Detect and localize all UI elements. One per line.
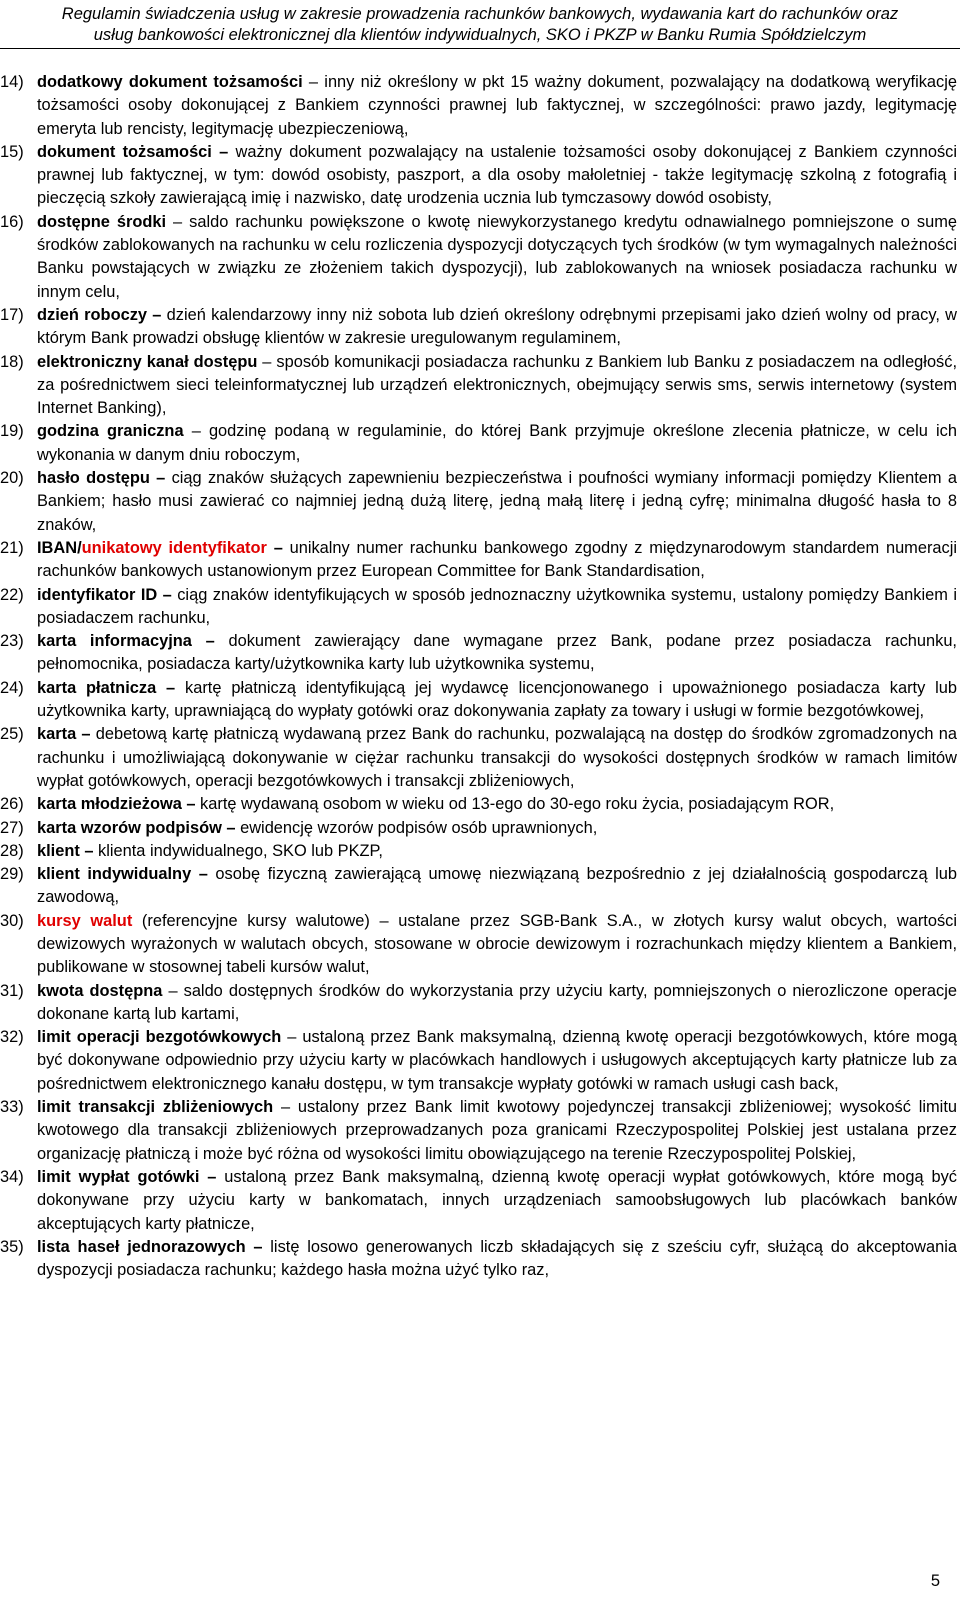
definition-item: [0, 863, 957, 910]
definition-text: – saldo rachunku powiększone o kwotę niewykorzystanego kredytu odnawialnego pomniejszone o sumę środków zablokowanych na rachunku w celu rozliczenia dyspozycji dotyczących tych środków (w tym wymagalnych należności Banku powstających w związku ze złożeniem takich dyspozycji), lub zablokowanych na wniosek posiadacza rachunku w innym celu,: [37, 212, 957, 301]
definition-term: godzina graniczna: [37, 422, 184, 441]
definition-text: – inny niż określony w pkt 15 ważny dokument, pozwalający na dodatkową weryfikację tożsamości osoby dokonującej z Bankiem czynności prawnej lub faktycznej, w szczególności: prawo jazdy, legitymację emeryta lub rencisty, legitymację ubezpieczeniową,: [37, 73, 957, 138]
definition-text: – sposób komunikacji posiadacza rachunku z Bankiem lub Banku z posiadaczem na odległość, za pośrednictwem sieci teleinformatycznej lub urządzeń elektronicznych, obejmujący serwis sms, serwis internetowy (system Internet Banking),: [37, 352, 957, 418]
definition-number: 27): [0, 818, 24, 837]
definition-term: kwota dostępna: [37, 981, 163, 1000]
definition-text: kartę płatniczą identyfikującą jej wydawcę licencjonowanego i upoważnionego posiadacza karty lub użytkownika karty, uprawniającą do wypłaty gotówki oraz dokonywania zapłaty za towary i usługi w formie bezgotówkowej,: [37, 678, 958, 721]
definition-text: dokument zawierający dane wymagane przez Bank, podane przez posiadacza rachunku, pełnomocnika, posiadacza karty/użytkownika karty lub użytkownika systemu,: [37, 632, 957, 674]
definition-text: kartę wydawaną osobom w wieku od 13-ego do 30-ego roku życia, posiadającym ROR,: [195, 795, 835, 814]
definition-number: 15): [0, 142, 24, 161]
definition-item: [0, 211, 957, 304]
definition-number: 17): [0, 305, 24, 324]
definition-term: dzień roboczy –: [37, 305, 162, 324]
definition-number: 23): [0, 632, 24, 651]
header-divider: [0, 48, 960, 49]
definition-item: [0, 537, 957, 584]
definition-text: – godzinę podaną w regulaminie, do której Bank przyjmuje określone zlecenia płatnicze, w celu ich wykonania w danym dniu roboczym,: [37, 422, 957, 464]
definition-item: [0, 723, 957, 793]
definition-term: hasło dostępu –: [37, 469, 166, 488]
definition-term: karta informacyjna –: [37, 632, 215, 651]
definition-text: ewidencję wzorów podpisów osób uprawnionych,: [235, 818, 598, 837]
definition-number: 22): [0, 585, 24, 604]
definition-text: ważny dokument pozwalający na ustalenie tożsamości osoby dokonującej z Bankiem czynności prawnej lub faktycznej, w tym: dowód osobisty, paszport, a dla osoby małoletniej - także legitymację szkolną z fotografią i pieczęcią szkoły zawierającą imię i nazwisko, datę urodzenia ucznia lub tymczasowy dowód osobisty,: [37, 142, 957, 208]
definition-item: [0, 304, 957, 351]
definition-item: [0, 467, 957, 537]
definition-item: [0, 980, 957, 1027]
definition-item: [0, 630, 957, 677]
definition-term: dostępne środki: [37, 212, 167, 231]
definition-item: [0, 817, 957, 840]
definition-item: [0, 910, 957, 980]
definition-term: elektroniczny kanał dostępu: [37, 352, 258, 371]
definition-number: 20): [0, 469, 24, 488]
definition-text: listę losowo generowanych liczb składających się z sześciu cyfr, służącą do akceptowania dyspozycji posiadacza rachunku; każdego hasła można użyć tylko raz,: [37, 1237, 958, 1280]
definition-item: [0, 351, 957, 421]
definition-text: osobę fizyczną zawierającą umowę niezwiązaną bezpośrednio z jej działalnością gospodarczą lub zawodową,: [37, 865, 957, 907]
definition-number: 21): [0, 538, 24, 557]
definition-text: – ustaloną przez Bank maksymalną, dzienną kwotę operacji bezgotówkowych, które mogą być dokonywane odpowiednio przy użyciu karty w placówkach handlowych i usługowych akceptujących karty płatnicze lub za pośrednictwem elektronicznego kanału dostępu, w tym transakcje wypłaty gotówki w ramach usługi cash back,: [37, 1028, 957, 1093]
definition-term: dodatkowy dokument tożsamości: [37, 73, 303, 91]
definition-item: [0, 1236, 957, 1283]
definition-term: limit transakcji zbliżeniowych: [37, 1098, 274, 1117]
definition-number: 25): [0, 725, 24, 744]
definition-term: karta –: [37, 725, 91, 744]
definition-item: [0, 840, 957, 863]
definition-item: [0, 420, 957, 467]
page-number: 5: [930, 1572, 940, 1590]
definition-number: 33): [0, 1098, 24, 1117]
header-line-1: Regulamin świadczenia usług w zakresie prowadzenia rachunków bankowych, wydawania kart do rachunków oraz: [61, 5, 899, 23]
definition-number: 29): [0, 865, 24, 884]
definition-text: – ustalony przez Bank limit kwotowy pojedynczej transakcji zbliżeniowej; wysokość limitu kwotowego dla transakcji zbliżeniowych przeprowadzanych poza granicami Rzeczypospolitej Polskiej jest ustalana przez organizację płatniczą i może być różna od wysokości limitu obowiązującego na terenie Rzeczypospolitej Polskiej,: [37, 1098, 957, 1163]
definition-text: ustaloną przez Bank maksymalną, dzienną kwotę operacji wypłat gotówkowych, które mogą być dokonywane przy użyciu karty w bankomatach, innych urządzeniach samoobsługowych lub placówkach banków akceptujących karty płatnicze,: [37, 1167, 958, 1233]
definition-item: [0, 1166, 957, 1236]
definition-number: 24): [0, 678, 24, 697]
definition-text: – saldo dostępnych środków do wykorzystania przy użyciu karty, pomniejszonych o nierozliczone operacje dokonane kartą lub kartami,: [37, 981, 957, 1023]
header-line-2: usług bankowości elektronicznej dla klientów indywidualnych, SKO i PKZP w Banku Rumia Spółdzielczym: [93, 26, 867, 44]
definition-text: ciąg znaków identyfikujących w sposób jednoznaczny użytkownika systemu, ustalony pomiędzy Bankiem i posiadaczem rachunku,: [37, 585, 957, 627]
definition-term: IBAN/: [37, 538, 82, 557]
definition-term: limit operacji bezgotówkowych: [37, 1028, 282, 1047]
definition-term: unikatowy identyfikator: [81, 538, 267, 557]
definition-term: karta wzorów podpisów –: [37, 818, 236, 837]
definition-term: klient indywidualny –: [37, 865, 208, 884]
definitions-list: [0, 71, 957, 1282]
definition-term: kursy walut: [37, 911, 133, 930]
definition-number: 32): [0, 1028, 24, 1047]
definition-item: [0, 1096, 957, 1166]
definition-item: [0, 793, 957, 816]
definition-text: dzień kalendarzowy inny niż sobota lub dzień określony odrębnymi przepisami jako dzień wolny od pracy, w którym Bank prowadzi obsługę klientów w zakresie uregulowanym regulaminem,: [37, 305, 957, 348]
definition-item: [0, 677, 957, 724]
definition-term: dokument tożsamości –: [37, 142, 229, 161]
definition-item: [0, 71, 957, 141]
definition-item: [0, 584, 957, 631]
definition-text: klienta indywidualnego, SKO lub PKZP,: [93, 841, 383, 860]
definition-text: ciąg znaków służących zapewnieniu bezpieczeństwa i poufności wymiany informacji pomiędzy Klientem a Bankiem; hasło musi zawierać co najmniej jedną dużą literę, jedną małą literę i jedną cyfrę; minimalna długość hasła to 8 znaków,: [37, 469, 957, 534]
definition-number: 34): [0, 1167, 24, 1186]
definition-item: [0, 1026, 957, 1096]
definition-term: lista haseł jednorazowych –: [37, 1237, 263, 1256]
definition-number: 30): [0, 911, 24, 930]
definition-number: 18): [0, 352, 24, 371]
definition-number: 16): [0, 212, 24, 231]
definition-term: –: [266, 538, 283, 557]
definition-term: klient –: [37, 841, 94, 860]
definition-term: karta płatnicza –: [37, 678, 176, 697]
definition-term: karta młodzieżowa –: [37, 795, 196, 814]
definition-term: identyfikator ID –: [37, 585, 172, 604]
definition-text: unikalny numer rachunku bankowego zgodny z międzynarodowym standardem numeracji rachunków bankowych ustanowionym przez European Committee for Bank Standardisation,: [37, 538, 958, 581]
definition-text: (referencyjne kursy walutowe) – ustalane przez SGB-Bank S.A., w złotych kursy walut obcych, wartości dewizowych wyrażonych w walutach obcych, stosowane w obrocie dewizowym i rozrachunkach między klientem a Bankiem, publikowane w stosownej tabeli kursów walut,: [37, 911, 957, 977]
definition-number: 14): [0, 73, 24, 91]
definition-term: limit wypłat gotówki –: [37, 1167, 217, 1186]
definition-number: 19): [0, 422, 24, 441]
definition-number: 31): [0, 981, 24, 1000]
running-header: [0, 4, 960, 46]
definition-text: debetową kartę płatniczą wydawaną przez Bank do rachunku, pozwalającą na dostęp do środków zgromadzonych na rachunku i umożliwiającą dokonywanie w ciężar rachunku transakcji do wysokości dostępnych środków w ramach limitów wypłat gotówkowych, operacji bezgotówkowych i transakcji zbliżeniowych,: [37, 725, 958, 790]
definition-number: 28): [0, 841, 24, 860]
definition-number: 35): [0, 1237, 24, 1256]
definition-number: 26): [0, 795, 24, 814]
definition-item: [0, 141, 957, 211]
